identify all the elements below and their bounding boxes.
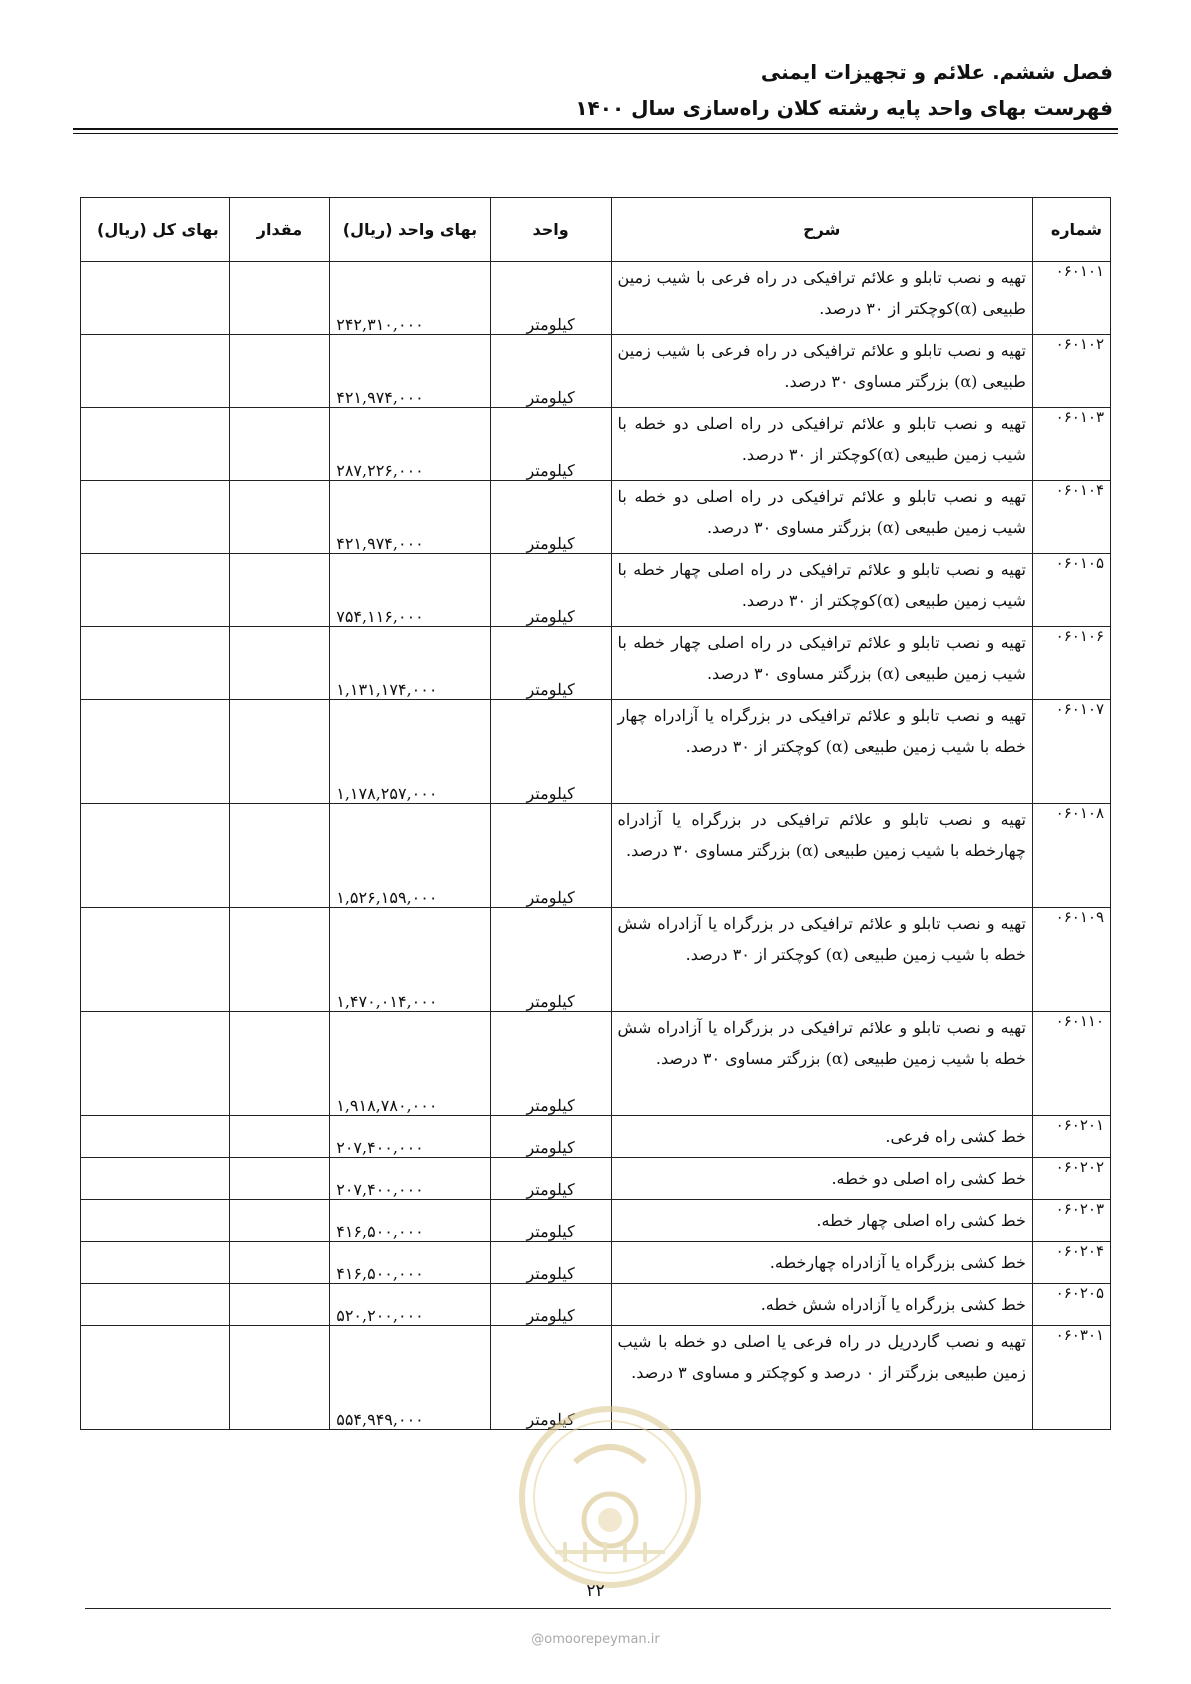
row-description: خط کشی راه اصلی دو خطه.: [611, 1158, 1032, 1200]
row-unit: کیلومتر: [490, 908, 611, 1012]
header-description: شرح: [611, 198, 1032, 262]
row-number: ۰۶۰۲۰۴: [1032, 1242, 1110, 1284]
table-row: [81, 554, 1111, 627]
row-quantity: [229, 627, 330, 700]
row-description: تهیه و نصب تابلو و علائم ترافیکی در راه فرعی با شیب زمین طبیعی (α) بزرگتر مساوی ۳۰ درصد.: [611, 335, 1032, 408]
row-description: خط کشی بزرگراه یا آزادراه چهارخطه.: [611, 1242, 1032, 1284]
table-header-row: [81, 198, 1111, 262]
table-row: [81, 804, 1111, 908]
table-row: [81, 335, 1111, 408]
row-number: ۰۶۰۱۰۸: [1032, 804, 1110, 908]
page-number: ۲۲: [586, 1581, 605, 1601]
header-rule: [73, 128, 1118, 130]
row-description: تهیه و نصب تابلو و علائم ترافیکی در بزرگراه یا آزادراه شش خطه با شیب زمین طبیعی (α) کوچکتر از ۳۰ درصد.: [611, 908, 1032, 1012]
row-description: تهیه و نصب تابلو و علائم ترافیکی در راه اصلی چهار خطه با شیب زمین طبیعی (α)کوچکتر از ۳۰ درصد.: [611, 554, 1032, 627]
row-unit: کیلومتر: [490, 1242, 611, 1284]
table-row: [81, 262, 1111, 335]
website-watermark: @omoorepeyman.ir: [531, 1632, 660, 1647]
row-description: تهیه و نصب تابلو و علائم ترافیکی در راه فرعی با شیب زمین طبیعی (α)کوچکتر از ۳۰ درصد.: [611, 262, 1032, 335]
row-unit: کیلومتر: [490, 262, 611, 335]
table-row: [81, 1116, 1111, 1158]
row-quantity: [229, 1116, 330, 1158]
row-unit: کیلومتر: [490, 335, 611, 408]
row-unit: کیلومتر: [490, 408, 611, 481]
row-total-price: [81, 627, 230, 700]
table-row: [81, 1158, 1111, 1200]
row-quantity: [229, 1242, 330, 1284]
table-row: [81, 1012, 1111, 1116]
row-unit-price: ۱,۱۷۸,۲۵۷,۰۰۰: [330, 700, 490, 804]
row-unit: کیلومتر: [490, 1012, 611, 1116]
row-quantity: [229, 1200, 330, 1242]
row-total-price: [81, 1116, 230, 1158]
row-description: تهیه و نصب تابلو و علائم ترافیکی در بزرگراه یا آزادراه چهار خطه با شیب زمین طبیعی (α) کوچکتر از ۳۰ درصد.: [611, 700, 1032, 804]
row-quantity: [229, 908, 330, 1012]
row-total-price: [81, 1012, 230, 1116]
row-unit-price: ۴۱۶,۵۰۰,۰۰۰: [330, 1242, 490, 1284]
row-total-price: [81, 908, 230, 1012]
row-unit-price: ۷۵۴,۱۱۶,۰۰۰: [330, 554, 490, 627]
row-unit: کیلومتر: [490, 554, 611, 627]
row-description: خط کشی بزرگراه یا آزادراه شش خطه.: [611, 1284, 1032, 1326]
row-unit-price: ۴۲۱,۹۷۴,۰۰۰: [330, 335, 490, 408]
row-number: ۰۶۰۲۰۱: [1032, 1116, 1110, 1158]
row-number: ۰۶۰۱۰۵: [1032, 554, 1110, 627]
row-unit-price: ۴۱۶,۵۰۰,۰۰۰: [330, 1200, 490, 1242]
footer-rule: [85, 1608, 1111, 1609]
row-unit-price: ۱,۵۲۶,۱۵۹,۰۰۰: [330, 804, 490, 908]
row-number: ۰۶۰۱۰۲: [1032, 335, 1110, 408]
table-row: [81, 408, 1111, 481]
row-total-price: [81, 554, 230, 627]
row-quantity: [229, 1284, 330, 1326]
header-unit-price: بهای واحد (ریال): [330, 198, 490, 262]
row-description: تهیه و نصب تابلو و علائم ترافیکی در راه اصلی دو خطه با شیب زمین طبیعی (α)کوچکتر از ۳۰ درصد.: [611, 408, 1032, 481]
row-number: ۰۶۰۱۰۷: [1032, 700, 1110, 804]
row-unit-price: ۵۵۴,۹۴۹,۰۰۰: [330, 1326, 490, 1430]
table-row: [81, 908, 1111, 1012]
header-total-price: بهای کل (ریال): [81, 198, 230, 262]
row-number: ۰۶۰۱۰۱: [1032, 262, 1110, 335]
row-total-price: [81, 481, 230, 554]
chapter-title: فصل ششم. علائم و تجهیزات ایمنی: [760, 60, 1113, 84]
row-unit-price: ۱,۱۳۱,۱۷۴,۰۰۰: [330, 627, 490, 700]
row-quantity: [229, 554, 330, 627]
table-row: [81, 627, 1111, 700]
header-number: شماره: [1032, 198, 1110, 262]
table-row: [81, 1284, 1111, 1326]
row-number: ۰۶۰۲۰۳: [1032, 1200, 1110, 1242]
row-quantity: [229, 804, 330, 908]
row-unit: کیلومتر: [490, 1158, 611, 1200]
row-number: ۰۶۰۲۰۵: [1032, 1284, 1110, 1326]
row-total-price: [81, 335, 230, 408]
row-description: خط کشی راه فرعی.: [611, 1116, 1032, 1158]
header-rule-thin: [73, 133, 1118, 134]
row-unit: کیلومتر: [490, 804, 611, 908]
price-list-table: [80, 197, 1111, 1430]
row-number: ۰۶۰۱۰۶: [1032, 627, 1110, 700]
row-unit-price: ۵۲۰,۲۰۰,۰۰۰: [330, 1284, 490, 1326]
row-total-price: [81, 1158, 230, 1200]
row-description: تهیه و نصب تابلو و علائم ترافیکی در راه اصلی چهار خطه با شیب زمین طبیعی (α) بزرگتر مساوی ۳۰ درصد.: [611, 627, 1032, 700]
row-number: ۰۶۰۱۰۴: [1032, 481, 1110, 554]
row-quantity: [229, 1012, 330, 1116]
row-quantity: [229, 481, 330, 554]
row-quantity: [229, 1158, 330, 1200]
row-total-price: [81, 262, 230, 335]
row-unit-price: ۱,۹۱۸,۷۸۰,۰۰۰: [330, 1012, 490, 1116]
row-unit-price: ۲۸۷,۲۲۶,۰۰۰: [330, 408, 490, 481]
row-quantity: [229, 700, 330, 804]
row-total-price: [81, 1326, 230, 1430]
row-unit-price: ۱,۴۷۰,۰۱۴,۰۰۰: [330, 908, 490, 1012]
row-total-price: [81, 804, 230, 908]
row-description: خط کشی راه اصلی چهار خطه.: [611, 1200, 1032, 1242]
row-quantity: [229, 408, 330, 481]
row-number: ۰۶۰۱۰۹: [1032, 908, 1110, 1012]
row-unit: کیلومتر: [490, 481, 611, 554]
row-unit-price: ۲۰۷,۴۰۰,۰۰۰: [330, 1158, 490, 1200]
row-description: تهیه و نصب گاردریل در راه فرعی یا اصلی دو خطه با شیب زمین طبیعی بزرگتر از ۰ درصد و کوچکتر و مساوی ۳ درصد.: [611, 1326, 1032, 1430]
row-total-price: [81, 408, 230, 481]
row-number: ۰۶۰۳۰۱: [1032, 1326, 1110, 1430]
row-unit: کیلومتر: [490, 1200, 611, 1242]
table-row: [81, 481, 1111, 554]
table-row: [81, 1200, 1111, 1242]
row-number: ۰۶۰۱۰۳: [1032, 408, 1110, 481]
row-total-price: [81, 1284, 230, 1326]
row-unit: کیلومتر: [490, 1116, 611, 1158]
table-row: [81, 700, 1111, 804]
row-unit: کیلومتر: [490, 700, 611, 804]
publisher-seal-watermark: [515, 1402, 705, 1592]
row-quantity: [229, 335, 330, 408]
row-total-price: [81, 700, 230, 804]
header-unit: واحد: [490, 198, 611, 262]
row-unit: کیلومتر: [490, 1284, 611, 1326]
row-unit-price: ۲۰۷,۴۰۰,۰۰۰: [330, 1116, 490, 1158]
table-row: [81, 1242, 1111, 1284]
row-unit: کیلومتر: [490, 1326, 611, 1430]
row-total-price: [81, 1200, 230, 1242]
document-title: فهرست بهای واحد پایه رشته کلان راه‌سازی سال ۱۴۰۰: [575, 96, 1113, 120]
row-number: ۰۶۰۱۱۰: [1032, 1012, 1110, 1116]
header-quantity: مقدار: [229, 198, 330, 262]
row-unit-price: ۴۲۱,۹۷۴,۰۰۰: [330, 481, 490, 554]
row-quantity: [229, 1326, 330, 1430]
row-description: تهیه و نصب تابلو و علائم ترافیکی در راه اصلی دو خطه با شیب زمین طبیعی (α) بزرگتر مساوی ۳۰ درصد.: [611, 481, 1032, 554]
row-total-price: [81, 1242, 230, 1284]
row-number: ۰۶۰۲۰۲: [1032, 1158, 1110, 1200]
row-unit: کیلومتر: [490, 627, 611, 700]
row-description: تهیه و نصب تابلو و علائم ترافیکی در بزرگراه یا آزادراه چهارخطه با شیب زمین طبیعی (α) بزرگتر مساوی ۳۰ درصد.: [611, 804, 1032, 908]
row-unit-price: ۲۴۲,۳۱۰,۰۰۰: [330, 262, 490, 335]
row-description: تهیه و نصب تابلو و علائم ترافیکی در بزرگراه یا آزادراه شش خطه با شیب زمین طبیعی (α) بزرگتر مساوی ۳۰ درصد.: [611, 1012, 1032, 1116]
row-quantity: [229, 262, 330, 335]
